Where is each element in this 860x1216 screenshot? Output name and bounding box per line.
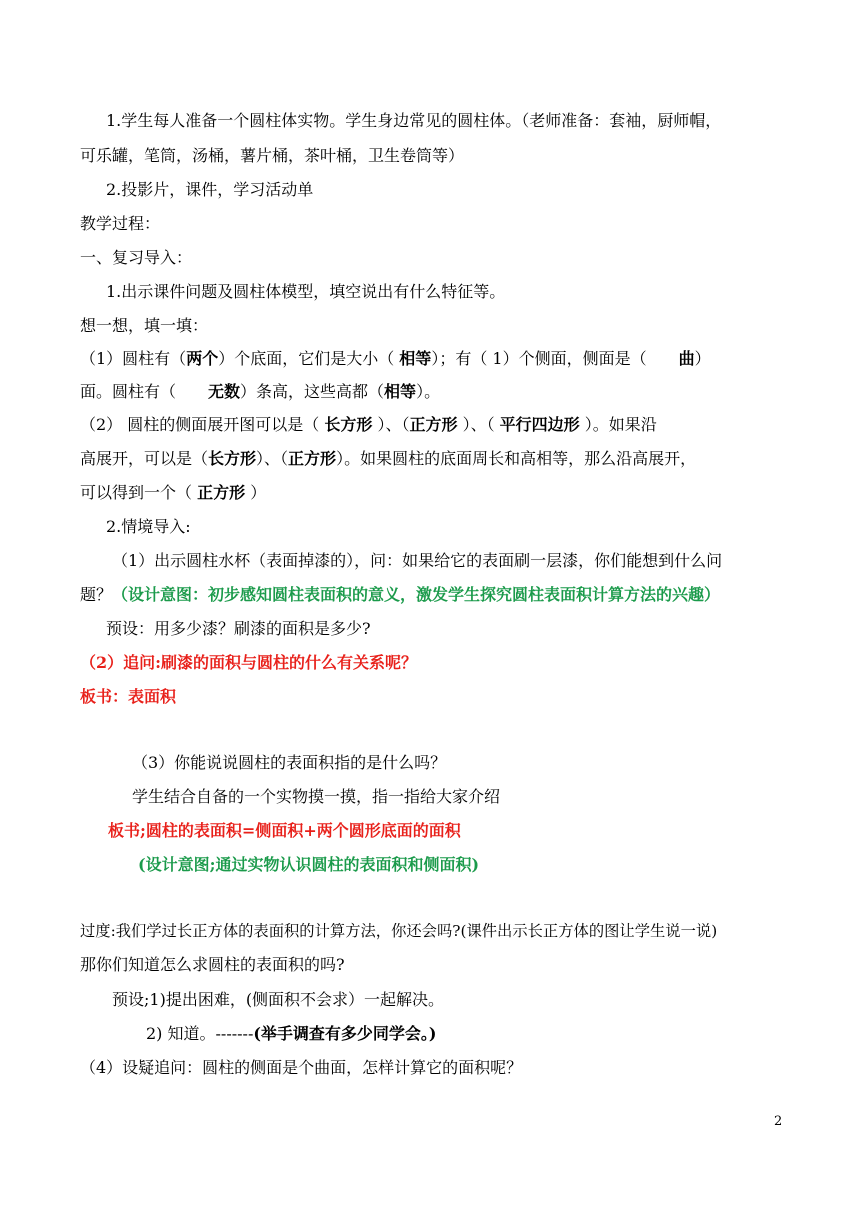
- fill-question-2-cont2: [80, 482, 266, 504]
- fill-question-1: [80, 348, 711, 370]
- preset-2b: [146, 1023, 437, 1045]
- page-number: 2: [774, 1114, 783, 1129]
- text: 2) 知道。-------: [146, 1024, 254, 1043]
- answer: 平行四边形: [499, 415, 580, 434]
- text: 一、复习导入：: [80, 248, 193, 267]
- text: 过度:我们学过长正方体的表面积的计算方法，你还会吗?(课件出示长正方体的图让学生说一说): [80, 922, 718, 940]
- answer: 长方形: [208, 449, 257, 468]
- text: 2.投影片，课件，学习活动单: [106, 180, 314, 199]
- answer: 正方形: [409, 415, 458, 434]
- text: 1.学生每人准备一个圆柱体实物。学生身边常见的圆柱体。（老师准备：套袖，厨师帽，: [106, 111, 722, 130]
- text: ）。如果沿: [579, 415, 657, 434]
- question-4: [80, 1057, 522, 1079]
- fill-question-1-cont: [80, 381, 440, 403]
- text: ）、（: [256, 449, 289, 468]
- scenario-item-1-cont: [80, 584, 720, 606]
- text: (设计意图;通过实物认识圆柱的表面积和侧面积): [138, 855, 480, 874]
- answer: 相等: [384, 382, 417, 401]
- scenario-item-3: [132, 752, 446, 774]
- text: 2.情境导入:: [106, 517, 191, 536]
- text: ）；有（ 1）个侧面，侧面是（: [431, 349, 679, 368]
- text: 教学过程：: [80, 214, 161, 233]
- text: 预设;1)提出困难，(侧面积不会求）一起解决。: [112, 990, 445, 1009]
- section-heading-process: [80, 213, 160, 235]
- student-activity: [132, 786, 500, 808]
- text: （4）设疑追问：圆柱的侧面是个曲面，怎样计算它的面积呢？: [80, 1058, 523, 1077]
- text: （2）追问:刷漆的面积与圆柱的什么有关系呢？: [80, 653, 418, 672]
- answer: 相等: [399, 349, 432, 368]
- fill-question-2-cont: [80, 448, 696, 470]
- text: 预设：用多少漆？刷漆的面积是多少?: [106, 619, 371, 638]
- fill-heading: [80, 315, 208, 337]
- board-note-1: [80, 686, 176, 708]
- answer: 两个: [186, 349, 219, 368]
- fill-question-2: [80, 414, 657, 436]
- text: （2） 圆柱的侧面展开图可以是（: [80, 415, 325, 434]
- preset-2a: [112, 989, 444, 1011]
- transition-text-cont: [80, 954, 345, 976]
- text: 面。圆柱有（: [80, 382, 209, 401]
- text: （3）你能说说圆柱的表面积指的是什么吗？: [132, 753, 447, 772]
- section-heading-review: [80, 247, 192, 269]
- text: 题？: [80, 585, 113, 604]
- transition-text: [80, 920, 717, 942]
- answer: 曲: [678, 349, 695, 368]
- scenario-heading: [106, 516, 191, 538]
- prep-item-2: [106, 179, 313, 201]
- text: （1）出示圆柱水杯（表面掉漆的），问：如果给它的表面刷一层漆，你们能想到什么问: [112, 551, 723, 570]
- text: 可乐罐，笔筒，汤桶，薯片桶，茶叶桶，卫生卷筒等）: [80, 146, 465, 165]
- design-intent-2: [138, 854, 479, 876]
- text: 1.出示课件问题及圆柱体模型，填空说出有什么特征等。: [106, 282, 506, 301]
- text: 可以得到一个（: [80, 483, 198, 502]
- answer: 无数: [208, 382, 241, 401]
- prep-item-1: [106, 110, 721, 132]
- scenario-item-1: [112, 550, 722, 572]
- text: 高展开，可以是（: [80, 449, 209, 468]
- text: 想一想，填一填：: [80, 316, 209, 335]
- text: （1）圆柱有（: [80, 349, 187, 368]
- text: 板书：表面积: [80, 687, 177, 706]
- text: ）: [245, 483, 267, 502]
- answer: 正方形: [288, 449, 337, 468]
- bold-note: (举手调查有多少同学会。): [253, 1024, 437, 1043]
- text: ）: [694, 349, 711, 368]
- text: ）。如果圆柱的底面周长和高相等，那么沿高展开，: [336, 449, 697, 468]
- text: ）个底面，它们是大小（: [218, 349, 400, 368]
- preset-1: [106, 618, 371, 640]
- board-note-2: [108, 820, 461, 842]
- prep-item-1-cont: [80, 145, 464, 167]
- text: 那你们知道怎么求圆柱的表面积的吗?: [80, 955, 345, 974]
- text: ）、（: [372, 415, 410, 434]
- review-item-1: [106, 281, 505, 303]
- text: 学生结合自备的一个实物摸一摸，指一指给大家介绍: [132, 787, 501, 806]
- text: 板书;圆柱的表面积=侧面积+两个圆形底面的面积: [108, 821, 461, 840]
- answer: 正方形: [197, 483, 246, 502]
- text: ）、（: [457, 415, 500, 434]
- text: ）。: [416, 382, 441, 401]
- follow-up-question: [80, 652, 417, 674]
- design-intent: （设计意图：初步感知圆柱表面积的意义，激发学生探究圆柱表面积计算方法的兴趣）: [112, 585, 721, 604]
- answer: 长方形: [324, 415, 373, 434]
- text: ）条高，这些高都（: [240, 382, 385, 401]
